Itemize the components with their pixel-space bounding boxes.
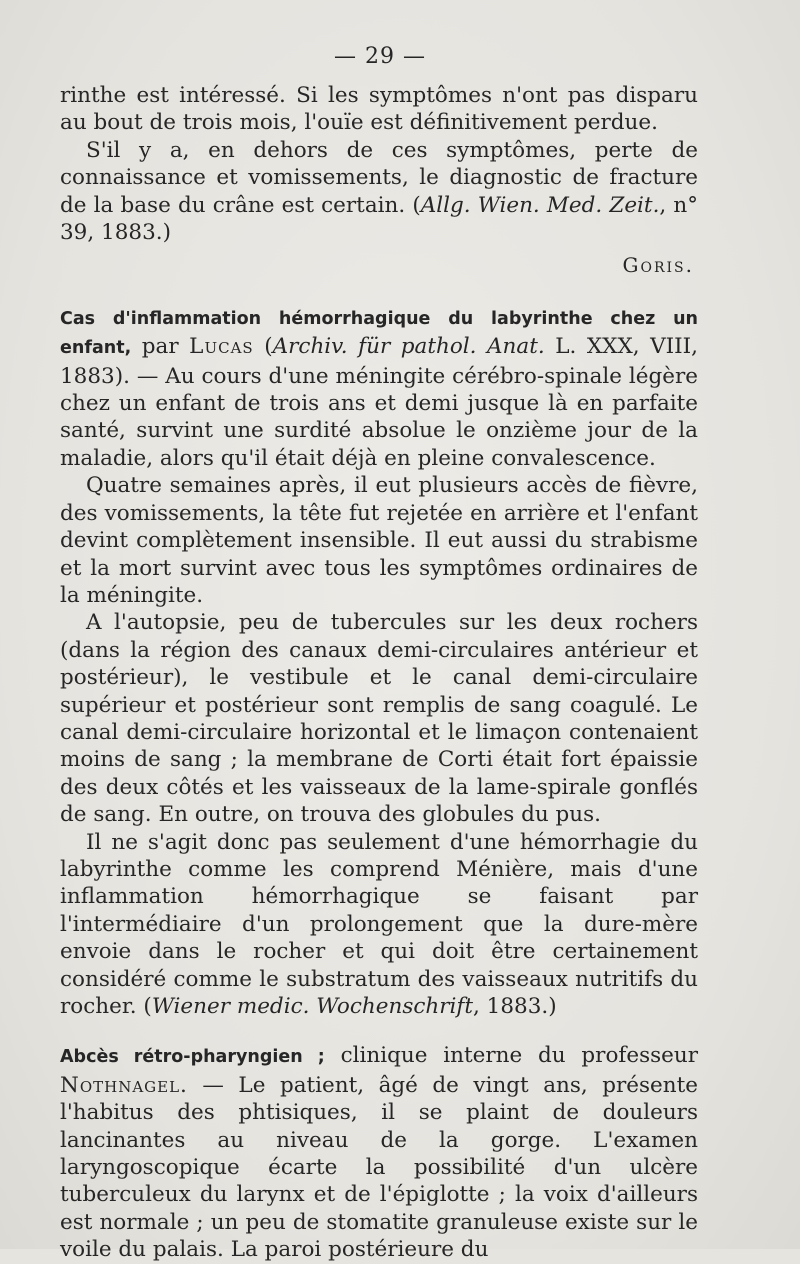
author-name: Lucas: [189, 334, 254, 360]
author-signature: Goris.: [622, 253, 694, 278]
article-abscess-intro: [60, 1042, 698, 1263]
professor-name: Nothnagel.: [60, 1072, 188, 1098]
article-heading: Cas d'inflammation hémorrhagique du labyrinthe chez un enfant,: [60, 308, 698, 359]
citation-end: , n° 39, 1883.): [60, 192, 699, 246]
clinic-text: clinique interne du professeur: [324, 1043, 698, 1069]
citation-journal: Wiener medic. Wochenschrift: [151, 994, 473, 1019]
page-number: — 29 —: [334, 44, 426, 69]
page-content: [60, 82, 698, 1264]
paragraph-autopsy: A l'autopsie, peu de tubercules sur les deux rochers (dans la région des canaux demi-circulaires antérieur et postérieur), le vestibule et le canal demi-circulaire supérieur et postérieur sont remplis de sang coagulé. Le canal demi-circulaire horizontal et le limaçon contenaient moins de sang ; la membrane de Corti était fort épaissie des deux côtés et les vaisseaux de la lame-spirale gonflés de sang. En outre, on trouva des globules du pus.: [60, 610, 698, 828]
citation-journal: Allg. Wien. Med. Zeit.: [420, 192, 660, 218]
paragraph-continuation: rinthe est intéressé. Si les symptômes n'ont pas disparu au bout de trois mois, l'ouïe est définitivement perdue.: [60, 83, 698, 136]
article-heading: Abcès rétro-pharyngien ;: [60, 1047, 325, 1068]
paragraph-text: Il ne s'agit donc pas seulement d'une hémorrhagie du labyrinthe comme les comprend Ménière, mais d'une inflammation hémorrhagique se faisant par l'intermédiaire d'un prolongement que la dure-mère envoie dans le rocher et qui doit être certainement considéré comme le substratum des vaisseaux nutritifs du rocher. (: [60, 829, 698, 1019]
paragraph-fracture-diagnosis: [60, 137, 698, 247]
paragraph-symptoms: Quatre semaines après, il eut plusieurs accès de fièvre, des vomissements, la tête fut rejetée en arrière et l'enfant devint complètement insensible. Il eut aussi du strabisme et la mort survint avec tous les symptômes ordinaires de la méningite.: [60, 473, 698, 608]
by-text: par: [131, 334, 190, 360]
paragraph-conclusion: [60, 829, 698, 1021]
article-labyrinth-intro: [60, 304, 698, 472]
reference-journal: Archiv. für pathol. Anat.: [272, 334, 545, 360]
citation-end: , 1883.): [473, 994, 557, 1019]
paragraph-text: S'il y a, en dehors de ces symptômes, perte de connaissance et vomissements, le diagnostic de fracture de la base du crâne est certain. (: [60, 137, 698, 218]
reference-rest: L. XXX, VIII, 1883). — Au cours d'une méningite cérébro-spinale légère chez un enfant de trois ans et demi jusque là en parfaite santé, survint une surdité absolue le onzième jour de la maladie, alors qu'il était déjà en pleine convalescence.: [60, 334, 698, 471]
reference-open: (: [253, 334, 273, 360]
article-text: — Le patient, âgé de vingt ans, présente l'habitus des phtisiques, il se plaint de douleurs lancinantes au niveau de la gorge. L'examen laryngoscopique écarte la possibilité d'un ulcère tuberculeux du larynx et de l'épiglotte ; la voix d'ailleurs est normale ; un peu de stomatite granuleuse existe sur le voile du palais. La paroi postérieure du: [60, 1072, 698, 1263]
